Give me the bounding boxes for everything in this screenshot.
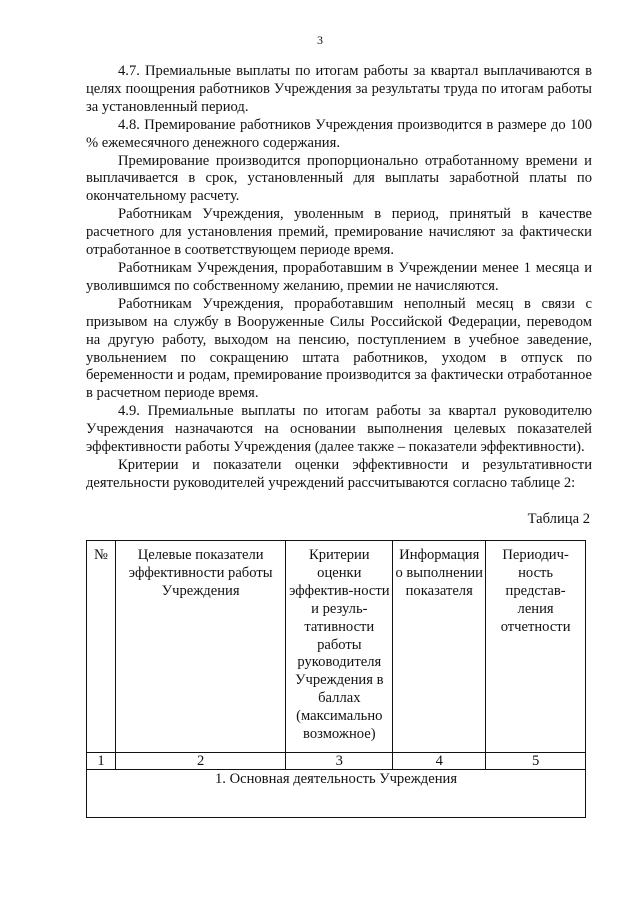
page-number: 3 bbox=[317, 33, 323, 47]
table-section-title: 1. Основная деятельность Учреждения bbox=[87, 770, 586, 818]
paragraph-4-9: 4.9. Премиальные выплаты по итогам работы за квартал руководителю Учреждения назначаются на основании выполнения целевых показателей эффективности работы Учреждения (далее также – показатели эффективности). bbox=[86, 403, 592, 456]
table-header-cell: № bbox=[87, 541, 116, 753]
table-header-cell: Информация о выполнении показателя bbox=[393, 541, 486, 753]
criteria-table bbox=[86, 540, 586, 818]
paragraph: Работникам Учреждения, проработавшим в Учреждении менее 1 месяца и уволившимся по собственному желанию, премии не начисляются. bbox=[86, 259, 592, 294]
table-column-number: 1 bbox=[87, 753, 116, 770]
table-column-number: 5 bbox=[486, 753, 586, 770]
paragraph: Работникам Учреждения, проработавшим неполный месяц в связи с призывом на службу в Вооруженные Силы Российской Федерации, переводом на другую работу, выходом на пенсию, поступлением в учебное заведение, увольнением по сокращению штата работников, уходом в отпуск по беременности и родам, премирование производится за фактически отработанное в расчетном периоде время. bbox=[86, 295, 592, 402]
table-column-number: 2 bbox=[115, 753, 285, 770]
table-column-number-row bbox=[87, 753, 586, 770]
table-column-number: 4 bbox=[393, 753, 486, 770]
table-caption: Таблица 2 bbox=[527, 511, 590, 527]
table-header-row bbox=[87, 541, 586, 753]
table-header-cell: Критерии оценки эффектив-ности и резуль-тативности работы руководителя Учреждения в баллах (максимально возможное) bbox=[286, 541, 393, 753]
table-header-cell: Целевые показатели эффективности работы Учреждения bbox=[115, 541, 285, 753]
paragraph: Премирование производится пропорционально отработанному времени и выплачивается в срок, установленный для выплаты заработной платы по окончательному расчету. bbox=[86, 152, 592, 205]
table-column-number: 3 bbox=[286, 753, 393, 770]
paragraph-4-7: 4.7. Премиальные выплаты по итогам работы за квартал выплачиваются в целях поощрения работников Учреждения за результаты труда по итогам работы за установленный период. bbox=[86, 63, 592, 115]
table-section-row bbox=[87, 770, 586, 818]
paragraph: Критерии и показатели оценки эффективности и результативности деятельности руководителей учреждений рассчитываются согласно таблице 2: bbox=[86, 456, 592, 491]
table-header-cell: Периодич-ность представ-ления отчетности bbox=[486, 541, 586, 753]
document-body bbox=[86, 63, 592, 493]
paragraph-4-8: 4.8. Премирование работников Учреждения производится в размере до 100 % ежемесячного денежного содержания. bbox=[86, 116, 592, 151]
paragraph: Работникам Учреждения, уволенным в период, принятый в качестве расчетного для установления премий, премирование начисляют за фактически отработанное в соответствующем периоде время. bbox=[86, 206, 592, 259]
